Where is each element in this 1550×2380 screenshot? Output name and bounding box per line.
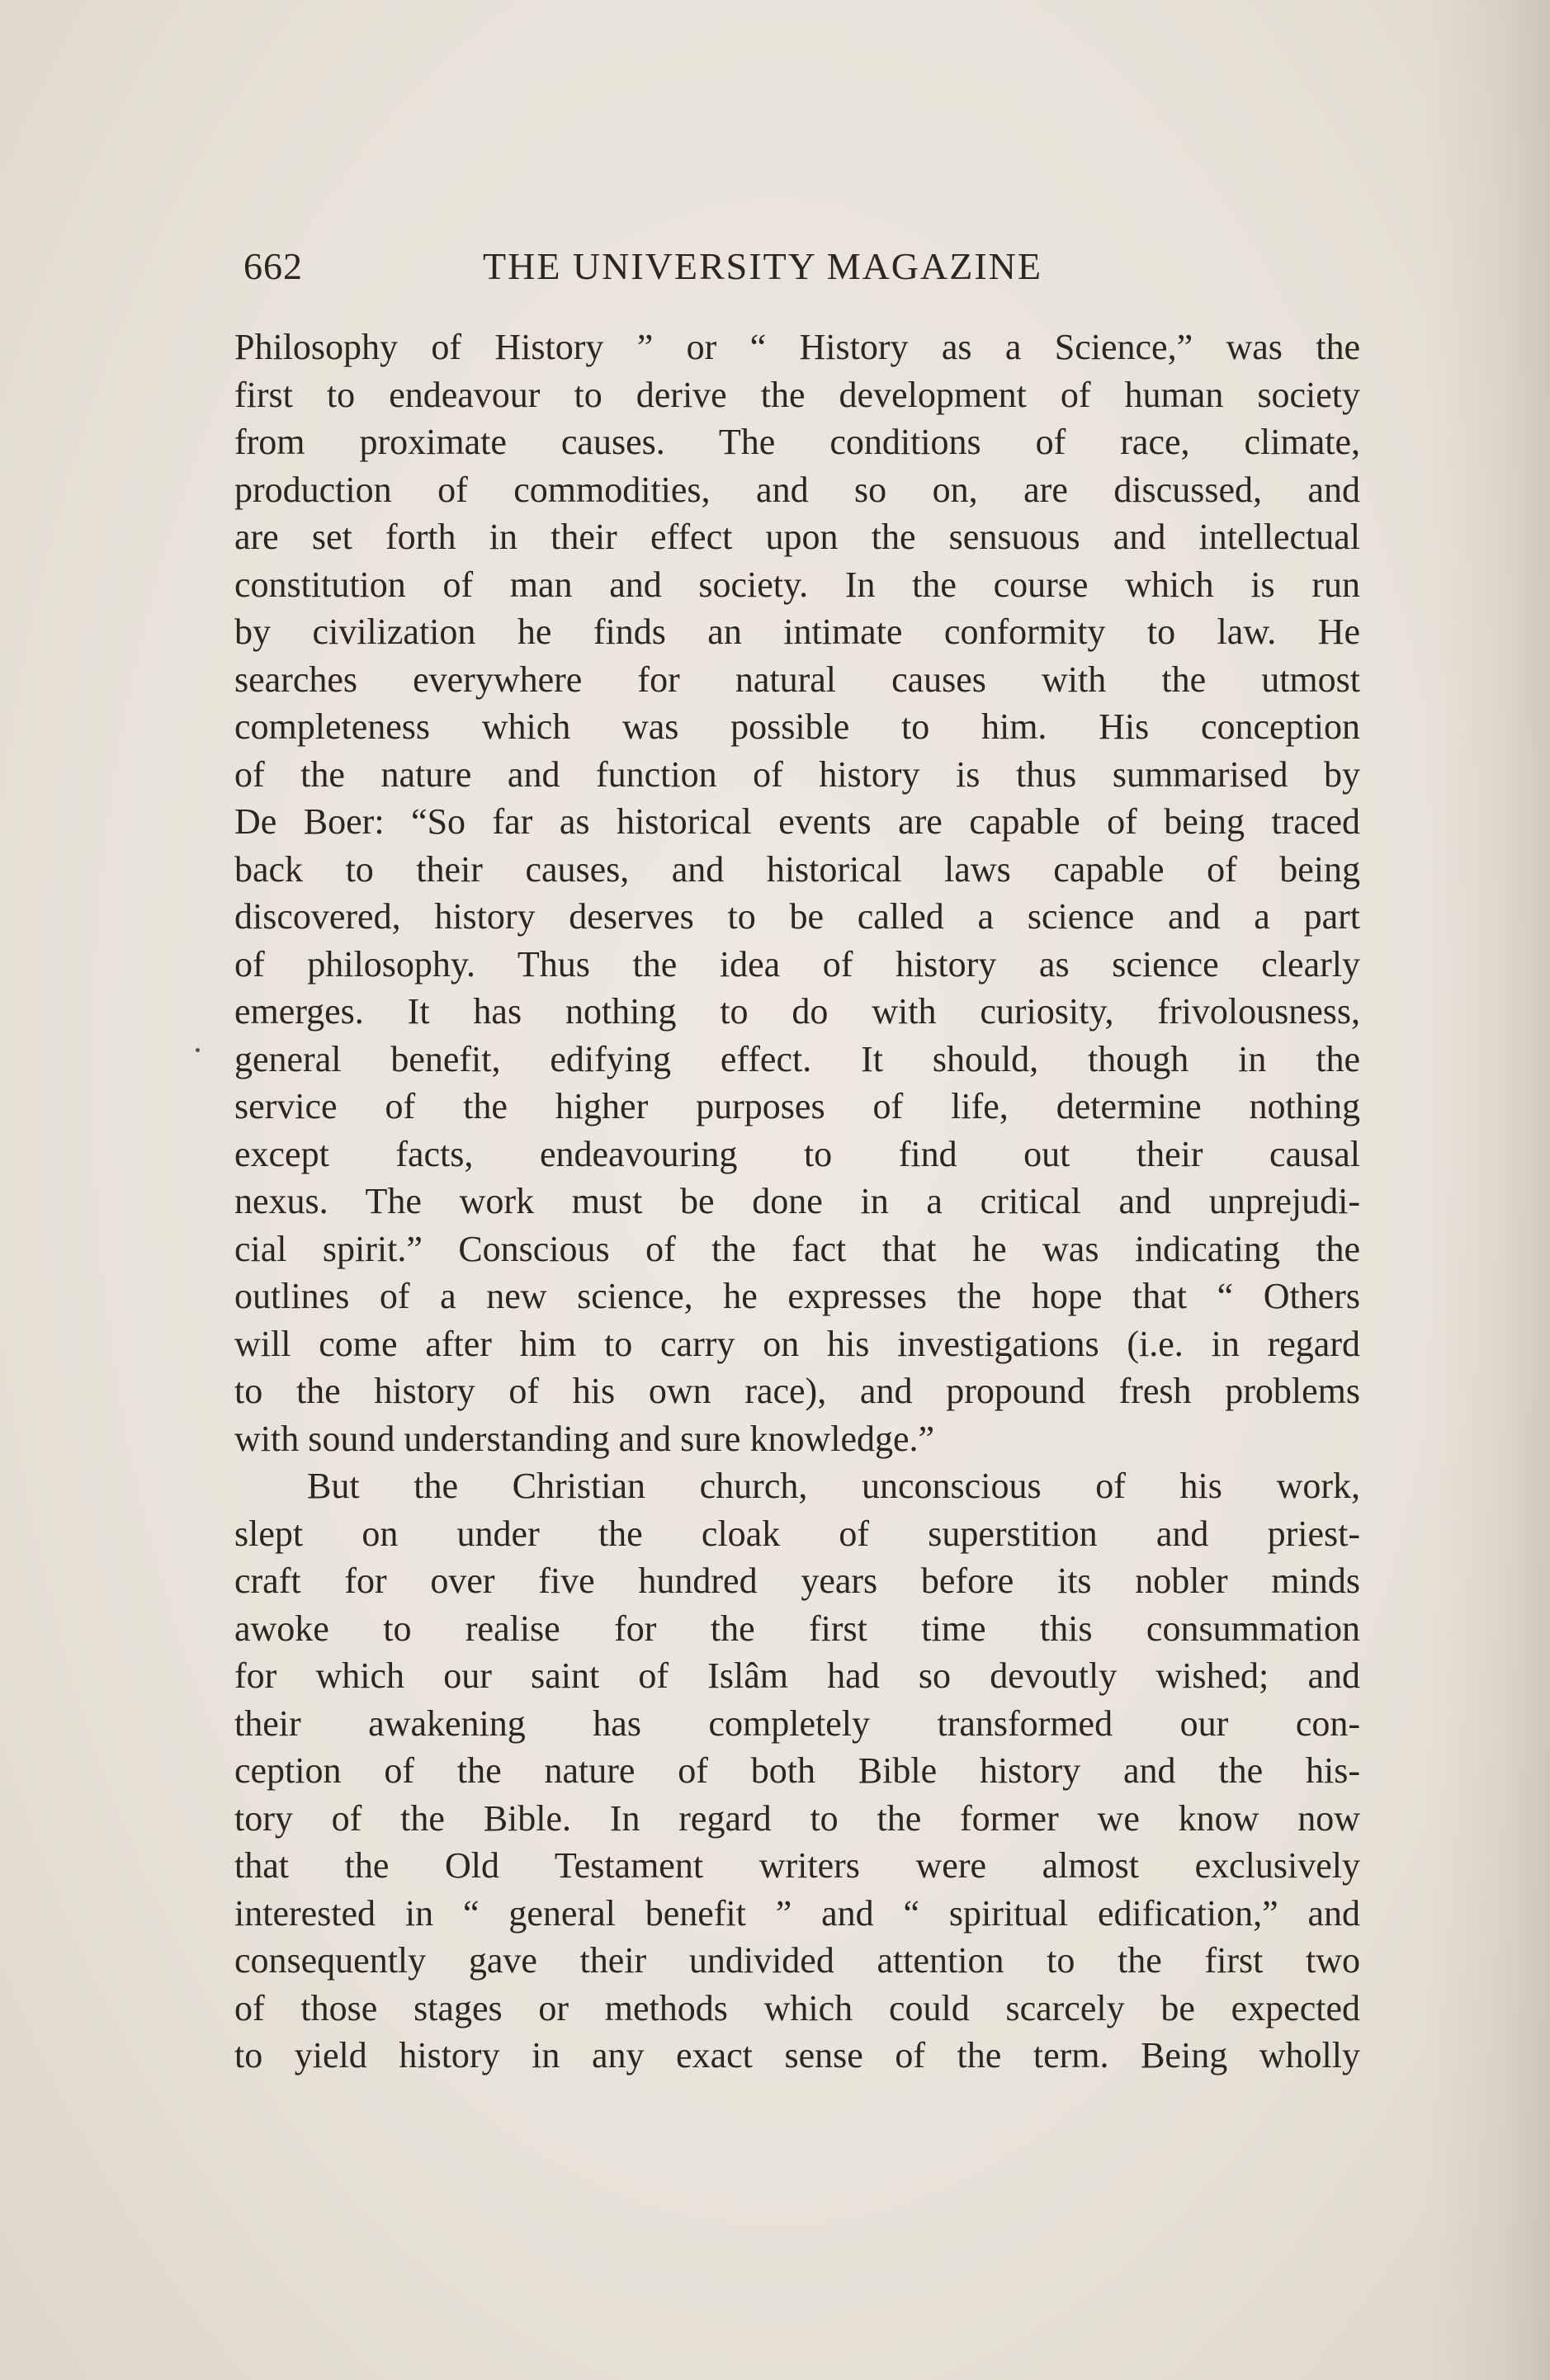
text-line: back to their causes, and historical laws capable of being xyxy=(234,848,1360,890)
text-line: of those stages or methods which could scarcely be expected xyxy=(234,1987,1360,2028)
text-line: from proximate causes. The conditions of race, climate, xyxy=(234,422,1360,462)
body-text xyxy=(234,323,1360,2080)
text-line: emerges. It has nothing to do with curiosity, frivolousness, xyxy=(234,991,1360,1032)
text-line: first to endeavour to derive the development of human society xyxy=(234,374,1360,415)
text-line: their awakening has completely transformed our con- xyxy=(234,1702,1360,1744)
text-line: with sound understanding and sure knowledge.” xyxy=(234,1418,935,1459)
page-header xyxy=(243,244,1118,294)
text-line: production of commodities, and so on, are discussed, and xyxy=(234,469,1360,510)
text-line: for which our saint of Islâm had so devoutly wished; and xyxy=(234,1655,1360,1696)
page-number: 662 xyxy=(243,245,303,287)
text-line: to yield history in any exact sense of the term. Being wholly xyxy=(234,2035,1360,2075)
text-line: craft for over five hundred years before its nobler minds xyxy=(234,1561,1360,1601)
text-line: general benefit, edifying effect. It should, though in the xyxy=(234,1038,1360,1079)
text-line: except facts, endeavouring to find out their causal xyxy=(234,1133,1360,1174)
text-line: of the nature and function of history is thus summarised by xyxy=(234,753,1360,795)
text-line: consequently gave their undivided attention to the first two xyxy=(234,1940,1360,1981)
running-head: THE UNIVERSITY MAGAZINE xyxy=(483,245,1042,287)
text-line: are set forth in their effect upon the sensuous and intellectual xyxy=(234,517,1360,557)
text-line: interested in “ general benefit ” and “ spiritual edification,” and xyxy=(234,1892,1360,1934)
text-line: De Boer: “So far as historical events are capable of being traced xyxy=(234,801,1360,842)
text-line: discovered, history deserves to be called a science and a part xyxy=(234,896,1360,937)
page-gutter-shadow xyxy=(1426,0,1550,2380)
paragraph-1 xyxy=(234,323,1360,1462)
text-line: that the Old Testament writers were almost exclusively xyxy=(234,1845,1360,1886)
text-line: of philosophy. Thus the idea of history as science clearly xyxy=(234,943,1360,985)
text-line: constitution of man and society. In the course which is run xyxy=(234,564,1360,605)
text-line: will come after him to carry on his investigations (i.e. in regard xyxy=(234,1323,1360,1364)
text-line: to the history of his own race), and propound fresh problems xyxy=(234,1371,1360,1411)
text-line: But the Christian church, unconscious of his work, xyxy=(307,1466,1360,1506)
margin-mark xyxy=(196,1048,200,1052)
text-line: searches everywhere for natural causes with the utmost xyxy=(234,659,1360,700)
text-line: Philosophy of History ” or “ History as a Science,” was the xyxy=(234,327,1360,367)
text-line: completeness which was possible to him. His conception xyxy=(234,706,1360,747)
text-line: tory of the Bible. In regard to the former we know now xyxy=(234,1797,1360,1839)
text-line: by civilization he finds an intimate conformity to law. He xyxy=(234,612,1360,652)
text-line: cial spirit.” Conscious of the fact that he was indicating the xyxy=(234,1228,1360,1269)
text-line: ception of the nature of both Bible history and the his- xyxy=(234,1750,1360,1791)
text-line: outlines of a new science, he expresses the hope that “ Others xyxy=(234,1276,1360,1316)
text-line: service of the higher purposes of life, determine nothing xyxy=(234,1086,1360,1126)
paragraph-2 xyxy=(234,1462,1360,2080)
text-line: nexus. The work must be done in a critical and unprejudi- xyxy=(234,1181,1360,1221)
text-line: awoke to realise for the first time this consummation xyxy=(234,1608,1360,1649)
text-line: slept on under the cloak of superstition and priest- xyxy=(234,1513,1360,1554)
